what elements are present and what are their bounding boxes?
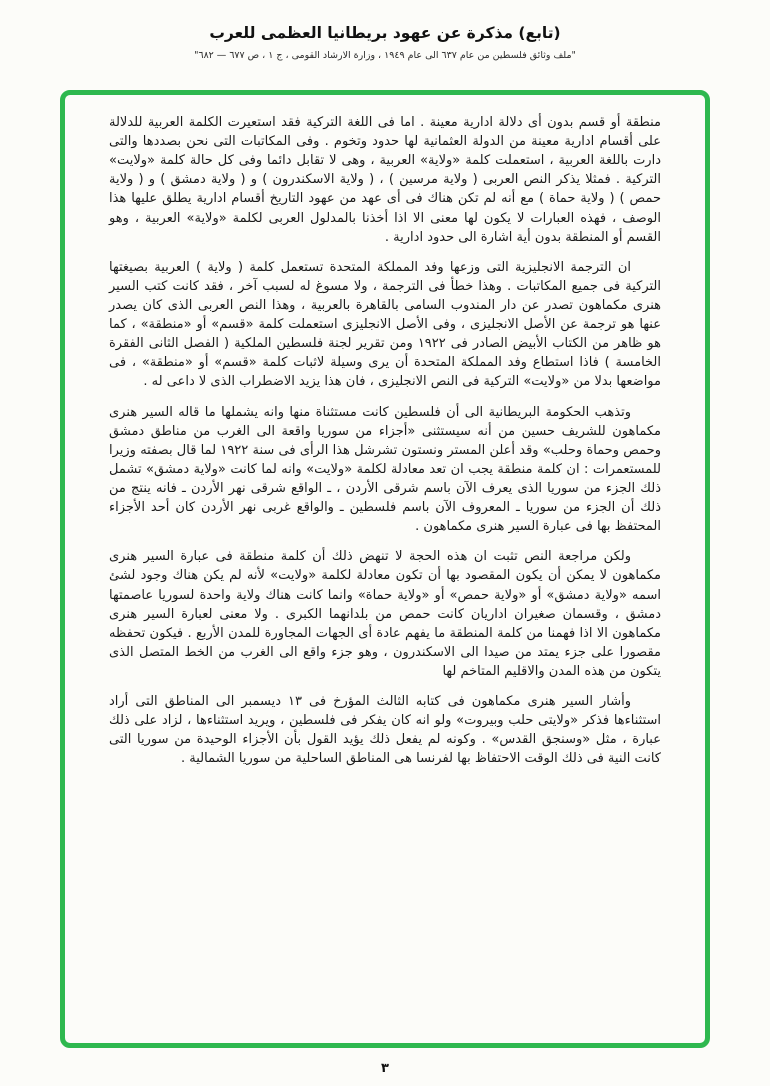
paragraph: ولكن مراجعة النص تثبت ان هذه الحجة لا تنهض ذلك أن كلمة منطقة فى عبارة السير هنرى مكماهون لا يمكن أن يكون المقصود بها أن تكون معادلة لكلمة «ولايت» لأنه لم يكن هناك وجود لشئ اسمه «ولاية دمشق» أو «ولاية حمص» أو «ولاية حماة» وانما كانت هناك ولاية واحدة لسوريا عاصمتها دمشق ، وقسمان صغيران اداريان كانت حمص من بلدانهما الكبرى . ولا معنى لعبارة السير هنرى مكماهون الا اذا فهمنا من كلمة المنطقة ما يفهم عادة أى الجهات المجاورة للمدن الأربع . فيكون تحفظه مقصورا على جزء يمتد من صيدا الى الاسكندرون ، وهو جزء واقع الى الغرب من الخط المتصل الذى يتكون من هذه المدن والاقليم المتاخم لها (109, 549, 661, 679)
source-citation: "ملف وثائق فلسطين من عام ٦٣٧ الى عام ١٩٤٩ ، وزارة الارشاد القومى ، ج ١ ، ص ٦٧٧ — ٦٨٢" (194, 50, 576, 61)
paragraph: وأشار السير هنرى مكماهون فى كتابه الثالث المؤرخ فى ١٣ ديسمبر الى المناطق التى أراد استثناءها فذكر «ولايتى حلب وبيروت» ولو انه كان يفكر فى فلسطين ، ويريد استثناءها ، لزاد على ذلك عبارة ، مثل «وسنجق القدس» . وكونه لم يفعل ذلك يؤيد القول بأن الأجزاء الوحيدة من سوريا التى كانت النية فى ذلك الوقت الاحتفاظ بها لفرنسا هى المناطق الساحلية من سوريا الشمالية . (109, 694, 661, 767)
body-text (109, 113, 661, 769)
green-text-frame (60, 90, 710, 1048)
paragraph: منطقة أو قسم بدون أى دلالة ادارية معينة . اما فى اللغة التركية فقد استعيرت الكلمة العربية للدلالة على أقسام ادارية معينة من الدولة العثمانية لها حدود وتخوم . وفى المكاتبات التى نحن بصددها والتى دارت باللغة العربية ، استعملت كلمة «ولاية» العربية ، وهى لا تقابل دائما وفى كل حالة كلمة «ولايت» التركية . فمثلا يذكر النص العربى ( ولاية مرسين ) ، ( ولاية الاسكندرون ) و ( ولاية دمشق ) و ( ولاية حمص ) ( ولاية حماة ) مع أنه لم تكن هناك فى أى عهد من عهود التاريخ أقسام ادارية يطلق عليها هذا الوصف ، فهذه العبارات لا يكون لها معنى الا اذا أخذنا بالمدلول العربى لكلمة «ولاية» العربية ، وهو القسم أو المنطقة بدون أية اشارة الى حدود ادارية . (109, 115, 661, 245)
page-number: ٣ (381, 1061, 389, 1076)
paragraph: وتذهب الحكومة البريطانية الى أن فلسطين كانت مستثناة منها وانه يشملها ما قاله السير هنرى مكماهون للشريف حسين من أنه سيستثنى «أجزاء من سوريا واقعة الى الغرب من مناطق دمشق وحمص وحماة وحلب» وقد أعلن المستر ونستون تشرشل هذا الرأى فى سنة ١٩٢٢ لما قال بصفته وزيرا للمستعمرات : ان كلمة منطقة يجب ان تعد معادلة لكلمة «ولايت» وانه لما كانت «ولاية دمشق» تشمل ذلك الجزء من سوريا الذى يعرف الآن باسم شرقى الأردن ، ـ الواقع شرقى نهر الأردن ـ فانه ينتج من ذلك أن الجزء من سوريا ـ المعروف الآن باسم فلسطين ـ والواقع غربى نهر الأردن كان أحد الأجزاء المحتفظ بها فى عبارة السير هنرى مكماهون . (109, 404, 661, 535)
page-title: (تابع) مذكرة عن عهود بريطانيا العظمى للعرب (209, 24, 561, 42)
page-header (0, 0, 770, 61)
paragraph: ان الترجمة الانجليزية التى وزعها وفد المملكة المتحدة تستعمل كلمة ( ولاية ) العربية بصيغتها التركية فى جميع المكاتبات . وهذا خطأ فى الترجمة ، ولا مسوغ له لسبب آخر ، فقد كانت كتب السير هنرى مكماهون تصدر عن دار المندوب السامى بالقاهرة بالعربية ، وهذا النص العربى الذى كان يصدر عنها هو ترجمة عن الأصل الانجليزى ، وفى الأصل الانجليزى استعملت كلمة «قسم» أو «منطقة» ، كما هو ظاهر من الكتاب الأبيض الصادر فى ١٩٢٢ ومن تقرير لجنة فلسطين الملكية ( الفصل الثانى الفقرة الخامسة ) فاذا استطاع وفد المملكة المتحدة أن يرى وسيلة لاثبات كلمة «قسم» أو «منطقة» ، فى مواضعها بدلا من «ولايت» التركية فى النص الانجليزى ، فان هذا يزيد الاضطراب الذى لا داعى له . (109, 259, 661, 390)
